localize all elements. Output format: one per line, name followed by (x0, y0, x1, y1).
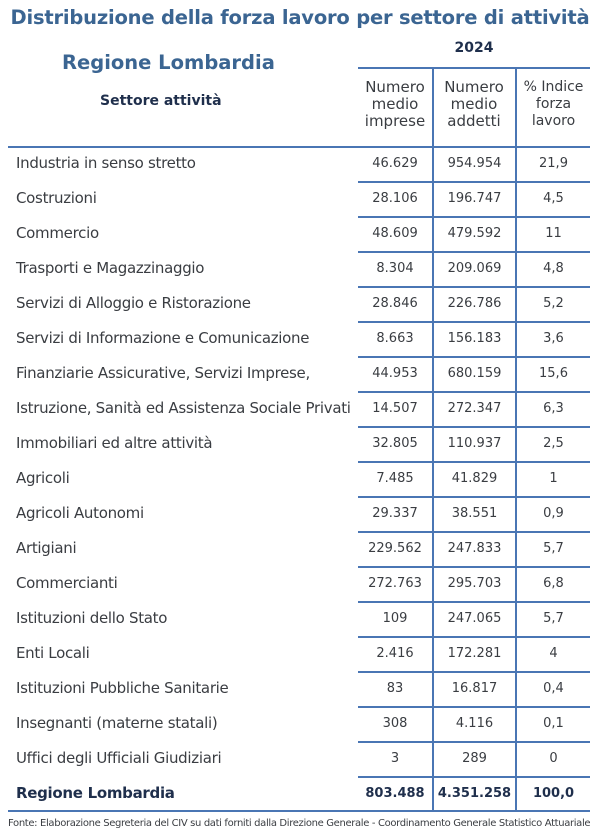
year-underline (358, 67, 590, 69)
imprese-cell: 46.629 (372, 156, 418, 171)
imprese-cell: 29.337 (372, 506, 418, 521)
imprese-cell: 8.304 (376, 261, 414, 276)
indice-cell: 1 (549, 471, 558, 486)
addetti-cell: 247.065 (447, 611, 502, 626)
sector-cell: Costruzioni (16, 189, 97, 207)
column-header-addetti (434, 79, 514, 139)
table-row (0, 533, 600, 568)
addetti-cell: 156.183 (447, 331, 502, 346)
sector-cell: Artigiani (16, 539, 77, 557)
addetti-cell: 209.069 (447, 261, 502, 276)
indice-cell: 21,9 (539, 156, 568, 171)
sector-cell: Insegnanti (materne statali) (16, 714, 218, 732)
imprese-cell: 229.562 (368, 541, 422, 556)
indice-cell: 15,6 (539, 366, 568, 381)
addetti-cell: 4.116 (455, 716, 494, 731)
table-body (0, 148, 600, 813)
sector-cell: Istruzione, Sanità ed Assistenza Sociale Privati (16, 399, 351, 417)
indice-cell: 0,1 (543, 716, 564, 731)
imprese-cell: 83 (386, 681, 404, 696)
indice-cell: 2,5 (543, 436, 564, 451)
column-header-line: medio (371, 95, 419, 113)
indice-cell: 5,7 (543, 541, 564, 556)
column-header-line: addetti (447, 112, 501, 130)
imprese-cell: 109 (382, 611, 408, 626)
table-row (0, 218, 600, 253)
column-header-line: imprese (364, 112, 426, 130)
imprese-cell: 32.805 (372, 436, 418, 451)
table-row (0, 358, 600, 393)
imprese-cell: 308 (382, 716, 408, 731)
addetti-cell: 16.817 (451, 681, 498, 696)
sector-cell: Uffici degli Ufficiali Giudiziari (16, 749, 222, 767)
indice-cell: 11 (545, 226, 562, 241)
sector-cell: Istituzioni Pubbliche Sanitarie (16, 679, 229, 697)
sector-cell: Servizi di Informazione e Comunicazione (16, 329, 310, 347)
indice-cell: 0,4 (543, 681, 564, 696)
sector-cell: Regione Lombardia (16, 784, 175, 802)
total-row (0, 778, 600, 813)
sector-column-header: Settore attività (100, 93, 222, 109)
addetti-cell: 247.833 (447, 541, 502, 556)
imprese-cell: 48.609 (372, 226, 418, 241)
imprese-cell: 2.416 (376, 646, 414, 661)
sector-cell: Finanziarie Assicurative, Servizi Imprese, (16, 364, 310, 382)
addetti-cell: 38.551 (451, 506, 498, 521)
sector-cell: Commercianti (16, 574, 118, 592)
imprese-cell: 803.488 (365, 786, 425, 801)
column-header-indice (517, 79, 590, 139)
column-header-line: % Indice (523, 79, 584, 95)
table-title: Distribuzione della forza lavoro per settore di attività (10, 6, 590, 29)
sector-cell: Enti Locali (16, 644, 90, 662)
addetti-cell: 954.954 (447, 156, 502, 171)
indice-cell: 4,8 (543, 261, 564, 276)
column-header-line: medio (450, 95, 498, 113)
indice-cell: 4,5 (543, 191, 564, 206)
sector-cell: Commercio (16, 224, 99, 242)
table-row (0, 638, 600, 673)
imprese-cell: 272.763 (368, 576, 422, 591)
addetti-cell: 295.703 (447, 576, 502, 591)
indice-cell: 5,7 (543, 611, 564, 626)
sector-cell: Immobiliari ed altre attività (16, 434, 213, 452)
imprese-cell: 28.106 (372, 191, 418, 206)
addetti-cell: 4.351.258 (437, 786, 512, 801)
table-row (0, 253, 600, 288)
table-row (0, 183, 600, 218)
sector-cell: Servizi di Alloggio e Ristorazione (16, 294, 251, 312)
indice-cell: 3,6 (543, 331, 564, 346)
addetti-cell: 680.159 (447, 366, 502, 381)
imprese-cell: 14.507 (372, 401, 418, 416)
table-row (0, 673, 600, 708)
indice-cell: 6,8 (543, 576, 564, 591)
column-header-line: forza (535, 96, 572, 112)
imprese-cell: 28.846 (372, 296, 418, 311)
sector-cell: Agricoli (16, 469, 70, 487)
indice-cell: 6,3 (543, 401, 564, 416)
table-row (0, 323, 600, 358)
addetti-cell: 289 (462, 751, 487, 766)
table-row (0, 148, 600, 183)
column-header-line: Numero (444, 78, 504, 96)
addetti-cell: 110.937 (447, 436, 502, 451)
table-row (0, 603, 600, 638)
imprese-cell: 44.953 (372, 366, 418, 381)
table-row (0, 463, 600, 498)
sector-cell: Agricoli Autonomi (16, 504, 144, 522)
addetti-cell: 479.592 (447, 226, 502, 241)
addetti-cell: 272.347 (447, 401, 502, 416)
column-header-line: lavoro (531, 113, 576, 129)
table-row (0, 393, 600, 428)
table-row (0, 568, 600, 603)
column-header-line: Numero (365, 78, 425, 96)
indice-cell: 100,0 (532, 786, 575, 801)
table-row (0, 288, 600, 323)
addetti-cell: 41.829 (451, 471, 498, 486)
source-footnote: Fonte: Elaborazione Segreteria del CIV su dati forniti dalla Direzione Generale - Coordinamento Generale Statistico Attuariale (8, 818, 591, 829)
addetti-cell: 172.281 (447, 646, 502, 661)
sector-cell: Industria in senso stretto (16, 154, 196, 172)
bottom-rule (8, 810, 590, 812)
column-header-imprese (358, 79, 432, 139)
imprese-cell: 3 (390, 751, 400, 766)
indice-cell: 0 (549, 751, 558, 766)
table-row (0, 428, 600, 463)
table-row (0, 498, 600, 533)
imprese-cell: 7.485 (376, 471, 414, 486)
addetti-cell: 196.747 (447, 191, 502, 206)
region-heading: Regione Lombardia (62, 51, 275, 74)
addetti-cell: 226.786 (447, 296, 502, 311)
sector-cell: Trasporti e Magazzinaggio (16, 259, 205, 277)
indice-cell: 0,9 (543, 506, 564, 521)
indice-cell: 5,2 (543, 296, 564, 311)
year-header: 2024 (454, 40, 494, 56)
sector-cell: Istituzioni dello Stato (16, 609, 168, 627)
indice-cell: 4 (549, 646, 558, 661)
imprese-cell: 8.663 (376, 331, 414, 346)
table-row (0, 708, 600, 743)
table-row (0, 743, 600, 778)
